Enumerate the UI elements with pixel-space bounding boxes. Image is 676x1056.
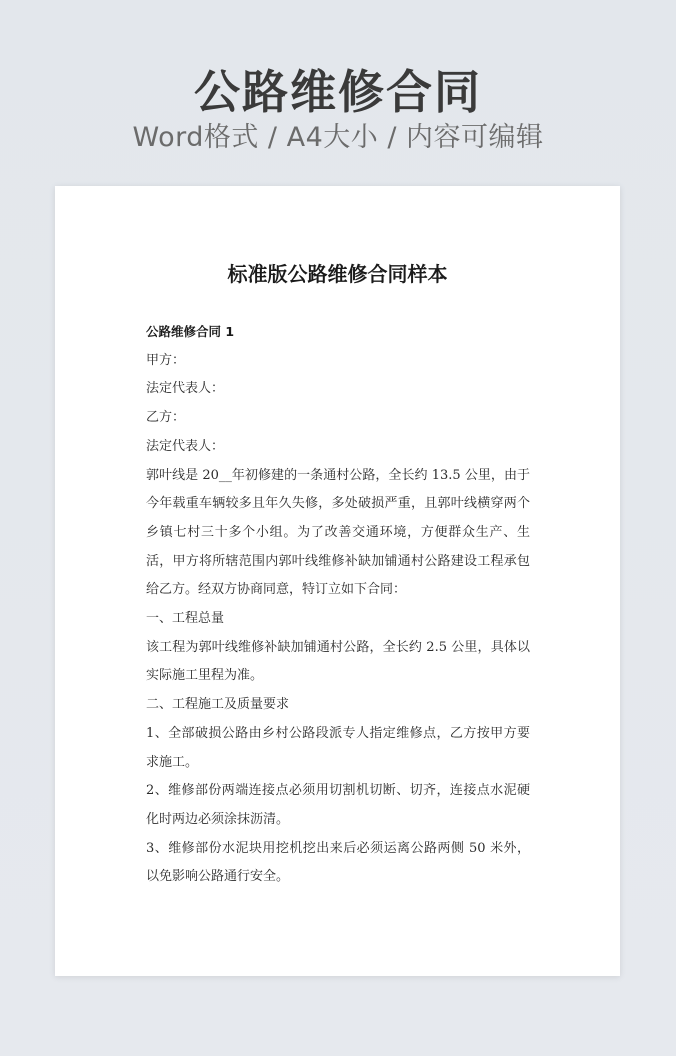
- party-b-line: 乙方：: [146, 410, 186, 426]
- document-page: [55, 186, 620, 976]
- page-subtitle: Word格式 / A4大小 / 内容可编辑: [132, 122, 544, 153]
- clause-1: 1、全部破损公路由乡村公路段派专人指定维修点，乙方按甲方要求施工。: [146, 725, 530, 770]
- document-body: [146, 318, 530, 892]
- page-title: 公路维修合同: [194, 65, 482, 119]
- party-a-representative-line: 法定代表人：: [146, 381, 225, 397]
- section-heading-scope: 一、工程总量: [146, 611, 225, 627]
- clause-2: 2、维修部份两端连接点必须用切割机切断、切齐，连接点水泥硬化时两边必须涂抹沥清。: [146, 783, 530, 827]
- scope-paragraph: 该工程为郭叶线维修补缺加铺通村公路，全长约 2.5 公里，具体以实际施工里程为准。: [146, 639, 530, 684]
- party-a-line: 甲方：: [146, 352, 186, 368]
- document-title: 标准版公路维修合同样本: [227, 262, 448, 286]
- party-b-representative-line: 法定代表人：: [146, 438, 225, 454]
- intro-paragraph: 郭叶线是 20__年初修建的一条通村公路，全长约 13.5 公里，由于今年载重车辆较多且年久失修，多处破损严重，且郭叶线横穿两个乡镇七村三十多个小组。为了改善交通环境，方便群众生产、生活，甲方将所辖范围内郭叶线维修补缺加铺通村公路建设工程承包给乙方。经双方协商同意，特订立如下合同：: [146, 467, 530, 598]
- clause-3: 3、维修部份水泥块用挖机挖出来后必须运离公路两侧 50 米外，以免影响公路通行安全。: [146, 840, 530, 885]
- contract-heading: 公路维修合同 1: [146, 324, 235, 339]
- section-heading-quality: 二、工程施工及质量要求: [146, 697, 290, 713]
